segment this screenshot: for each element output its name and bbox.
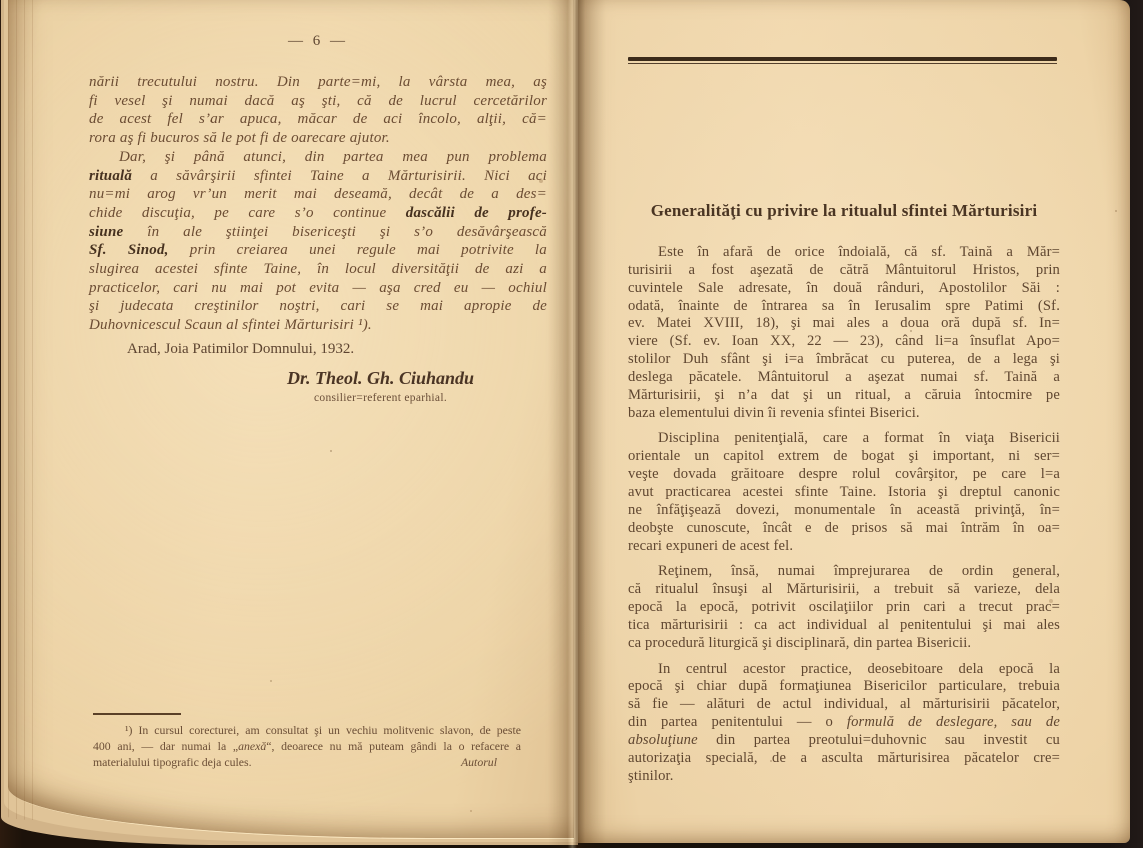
- text-line: [89, 260, 547, 279]
- rule-thick: [628, 57, 1057, 61]
- text-segment: Dar, şi până atunci, din partea mea pun problema: [119, 148, 547, 165]
- text-line: [89, 92, 547, 111]
- text-segment: veşte dovada grăitoare despre rolul covârşitor, pe care l=a: [628, 466, 1060, 483]
- text-line: [628, 280, 1060, 298]
- text-line: [628, 405, 1060, 423]
- text-segment: stolilor Duh sfânt şi i=a îmbrăcat cu puterea, de a lega şi: [628, 351, 1060, 368]
- binding-crease-lines: [8, 0, 34, 820]
- text-segment: dascălii de profe-: [405, 204, 547, 221]
- paragraph: [89, 148, 547, 335]
- text-segment: a săvârşirii sfintei Taine a Mărturisirii. Nici aci: [132, 167, 547, 184]
- text-segment: In centrul acestor practice, deosebitoare dela epocă la: [658, 660, 1060, 677]
- footnote-author: Autorul: [460, 755, 497, 770]
- text-segment: siune: [89, 223, 124, 240]
- text-segment: din partea preotului=duhovnic sau investit cu: [697, 731, 1060, 748]
- footnote: [93, 713, 521, 771]
- paragraph: [628, 430, 1060, 555]
- signature-name: Dr. Theol. Gh. Ciuhandu: [286, 368, 475, 388]
- text-line: [628, 696, 1060, 714]
- footnote-rule: [93, 713, 181, 715]
- text-segment: Reţinem, însă, numai împrejurarea de ordin general,: [658, 563, 1060, 580]
- footnote-line: [93, 754, 521, 770]
- text-line: [628, 430, 1060, 448]
- text-line: [89, 110, 547, 129]
- text-line: [628, 750, 1060, 768]
- footnote-italic-word: anexă: [238, 739, 267, 754]
- chapter-head-rule: [628, 57, 1057, 64]
- text-line: [628, 678, 1060, 696]
- right-page-column: [628, 0, 1060, 843]
- text-segment: turisirii a fost aşezată de cătră Mântuitorul Hristos, prin: [628, 261, 1060, 278]
- text-line: [89, 316, 547, 335]
- text-line: [628, 617, 1060, 635]
- text-segment: slugirea acestei sfinte Taine, în locul diversităţii de azi a: [89, 261, 547, 278]
- text-segment: ne înfăţişează dovezi, monumentale în această privinţă, în=: [628, 501, 1060, 518]
- dateline: Arad, Joia Patimilor Domnului, 1932.: [127, 341, 355, 357]
- signature-role: consilier=referent eparhial.: [313, 392, 447, 404]
- text-segment: nării trecutului nostru. Din parte=mi, la vârsta mea, aş: [89, 74, 547, 90]
- text-segment: viere (Sf. ev. Ioan XX, 22 — 23), când li=a însuflat Apo=: [628, 333, 1060, 350]
- text-segment: deslega păcatele. Mântuitorul a aşezat numai sf. Taină a: [628, 368, 1060, 385]
- text-line: [89, 73, 547, 92]
- text-line: [89, 167, 547, 186]
- rule-thin: [628, 63, 1057, 64]
- text-line: [89, 204, 547, 223]
- text-line: [628, 484, 1060, 502]
- text-segment: nu=mi arog vr’un merit mai deseamă, decât de a des=: [89, 186, 547, 203]
- text-segment: epocă şi chiar după formaţiunea Bisericilor particulare, trebuia: [628, 678, 1060, 695]
- text-segment: şi judecata creştinilor noştri, cari se mai apropie de: [89, 298, 547, 315]
- text-segment: fi vesel şi numai dacă aş şti, că de lucrul cercetărilor: [89, 92, 547, 109]
- text-segment: Sf. Sinod,: [89, 242, 169, 259]
- paragraph: [89, 73, 547, 148]
- text-line: [628, 599, 1060, 617]
- text-segment: ca procedură liturgică şi disciplinară, din partea Bisericii.: [628, 634, 972, 651]
- text-segment: prin creiarea unei regule mai potrivite la: [168, 242, 547, 259]
- text-line: [89, 297, 547, 316]
- text-segment: Este în afară de orice îndoială, că sf. Taină a Măr=: [658, 244, 1060, 260]
- text-segment: absoluţiune: [628, 731, 698, 748]
- text-segment: baza elementului divin îi revenia sfintei Biserici.: [628, 404, 920, 421]
- text-segment: Duhovnicescul Scaun al sfintei Mărturisiri ¹).: [89, 317, 372, 334]
- footnote-line: [93, 738, 521, 754]
- paragraph: [628, 661, 1060, 786]
- text-line: [628, 315, 1060, 333]
- text-line: [628, 351, 1060, 369]
- text-line: [628, 768, 1060, 786]
- left-page-column: [89, 0, 547, 838]
- right-page: [578, 0, 1130, 843]
- text-segment: recari expuneri de acest fel.: [628, 537, 794, 554]
- text-line: [628, 466, 1060, 484]
- left-page-body: [89, 73, 547, 335]
- text-line: [89, 185, 547, 204]
- left-page: [8, 0, 574, 839]
- text-segment: ştinilor.: [628, 767, 674, 784]
- text-segment: chide discuţia, pe care s’o continue: [89, 204, 406, 221]
- text-segment: de acest fel s’ar apuca, măcar de aci încolo, alţii, că=: [89, 111, 547, 128]
- paragraph: [628, 244, 1060, 422]
- text-line: [628, 538, 1060, 556]
- text-segment: tica mărturisirii : ca act individual al penitentului şi mai ales: [628, 616, 1060, 633]
- text-segment: odată, înainte de întrarea sa în Ierusalim spre Patimi (Sf.: [628, 297, 1060, 314]
- text-segment: în ale ştiinţei bisericeşti şi s’o desăvârşească: [123, 223, 547, 240]
- text-segment: să fie — alături de actul individual, al mărturisirii păcatelor,: [628, 696, 1060, 713]
- text-line: [89, 148, 547, 167]
- footnote-line: ¹) In cursul corecturei, am consultat şi un vechiu molitvenic slavon, de peste: [125, 723, 521, 737]
- text-line: [89, 279, 547, 298]
- text-segment: Disciplina penitenţială, care a format în viaţa Bisericii: [658, 430, 1060, 447]
- text-line: [89, 223, 547, 242]
- text-segment: autorizaţia specială, de a asculta mărturisirea păcatelor cre=: [628, 749, 1060, 766]
- footnote-text: materialului tipografic deja cules.: [93, 755, 252, 770]
- text-segment: că ritualul însuşi al Mărturisirii, a trebuit să varieze, dela: [628, 581, 1060, 598]
- text-segment: avut practicarea acestei sfinte Taine. Istoria şi dreptul canonic: [628, 483, 1060, 500]
- text-segment: din partea penitentului — o: [628, 714, 847, 731]
- text-segment: cuvintele Sale adresate, în două rânduri, Apostolilor Săi :: [628, 279, 1060, 296]
- text-line: [628, 369, 1060, 387]
- text-segment: epocă la epocă, potrivit oscilaţiilor prin cari a trecut prac=: [628, 599, 1060, 616]
- text-segment: rituală: [89, 167, 133, 184]
- text-line: [628, 714, 1060, 732]
- text-line: [628, 635, 1060, 653]
- text-segment: orientale un capitol extrem de bogat şi important, ni ser=: [628, 448, 1060, 465]
- text-segment: formulă de deslegare, sau de: [846, 714, 1060, 731]
- text-line: [628, 502, 1060, 520]
- text-line: [628, 448, 1060, 466]
- text-line: [89, 129, 547, 148]
- text-line: [628, 262, 1060, 280]
- text-line: [628, 563, 1060, 581]
- text-line: [628, 661, 1060, 679]
- text-segment: rora aş fi bucuros să le pot fi de oarecare ajutor.: [89, 130, 390, 147]
- text-line: [628, 581, 1060, 599]
- text-line: [89, 241, 547, 260]
- paragraph: [628, 563, 1060, 652]
- text-line: [628, 244, 1060, 262]
- chapter-heading: Generalităţi cu privire la ritualul sfintei Mărturisiri: [650, 201, 1038, 220]
- paper-speckles: [210, 120, 212, 122]
- text-line: [628, 387, 1060, 405]
- text-segment: ev. Matei XVIII, 18), şi mai ales a doua oră după sf. In=: [628, 315, 1060, 332]
- text-segment: Mărturisirii, şi n’a dat şi un ritual, a căruia întocmire pe: [628, 386, 1060, 403]
- text-line: [628, 520, 1060, 538]
- text-line: [628, 732, 1060, 750]
- footnote-text: “, deoarece nu mă puteam gândi la o refacere a: [266, 739, 521, 754]
- text-segment: deobşte cunoscute, încât e de prisos să mai întrăm în oa=: [628, 519, 1060, 536]
- page-number: — 6 —: [288, 33, 348, 49]
- text-line: [628, 298, 1060, 316]
- right-page-body: [628, 244, 1060, 793]
- text-line: [628, 333, 1060, 351]
- text-segment: practicelor, cari nu mai pot evita — aşa cred eu — ochiul: [89, 279, 547, 296]
- footnote-text: 400 ani, — dar numai la „: [93, 739, 239, 754]
